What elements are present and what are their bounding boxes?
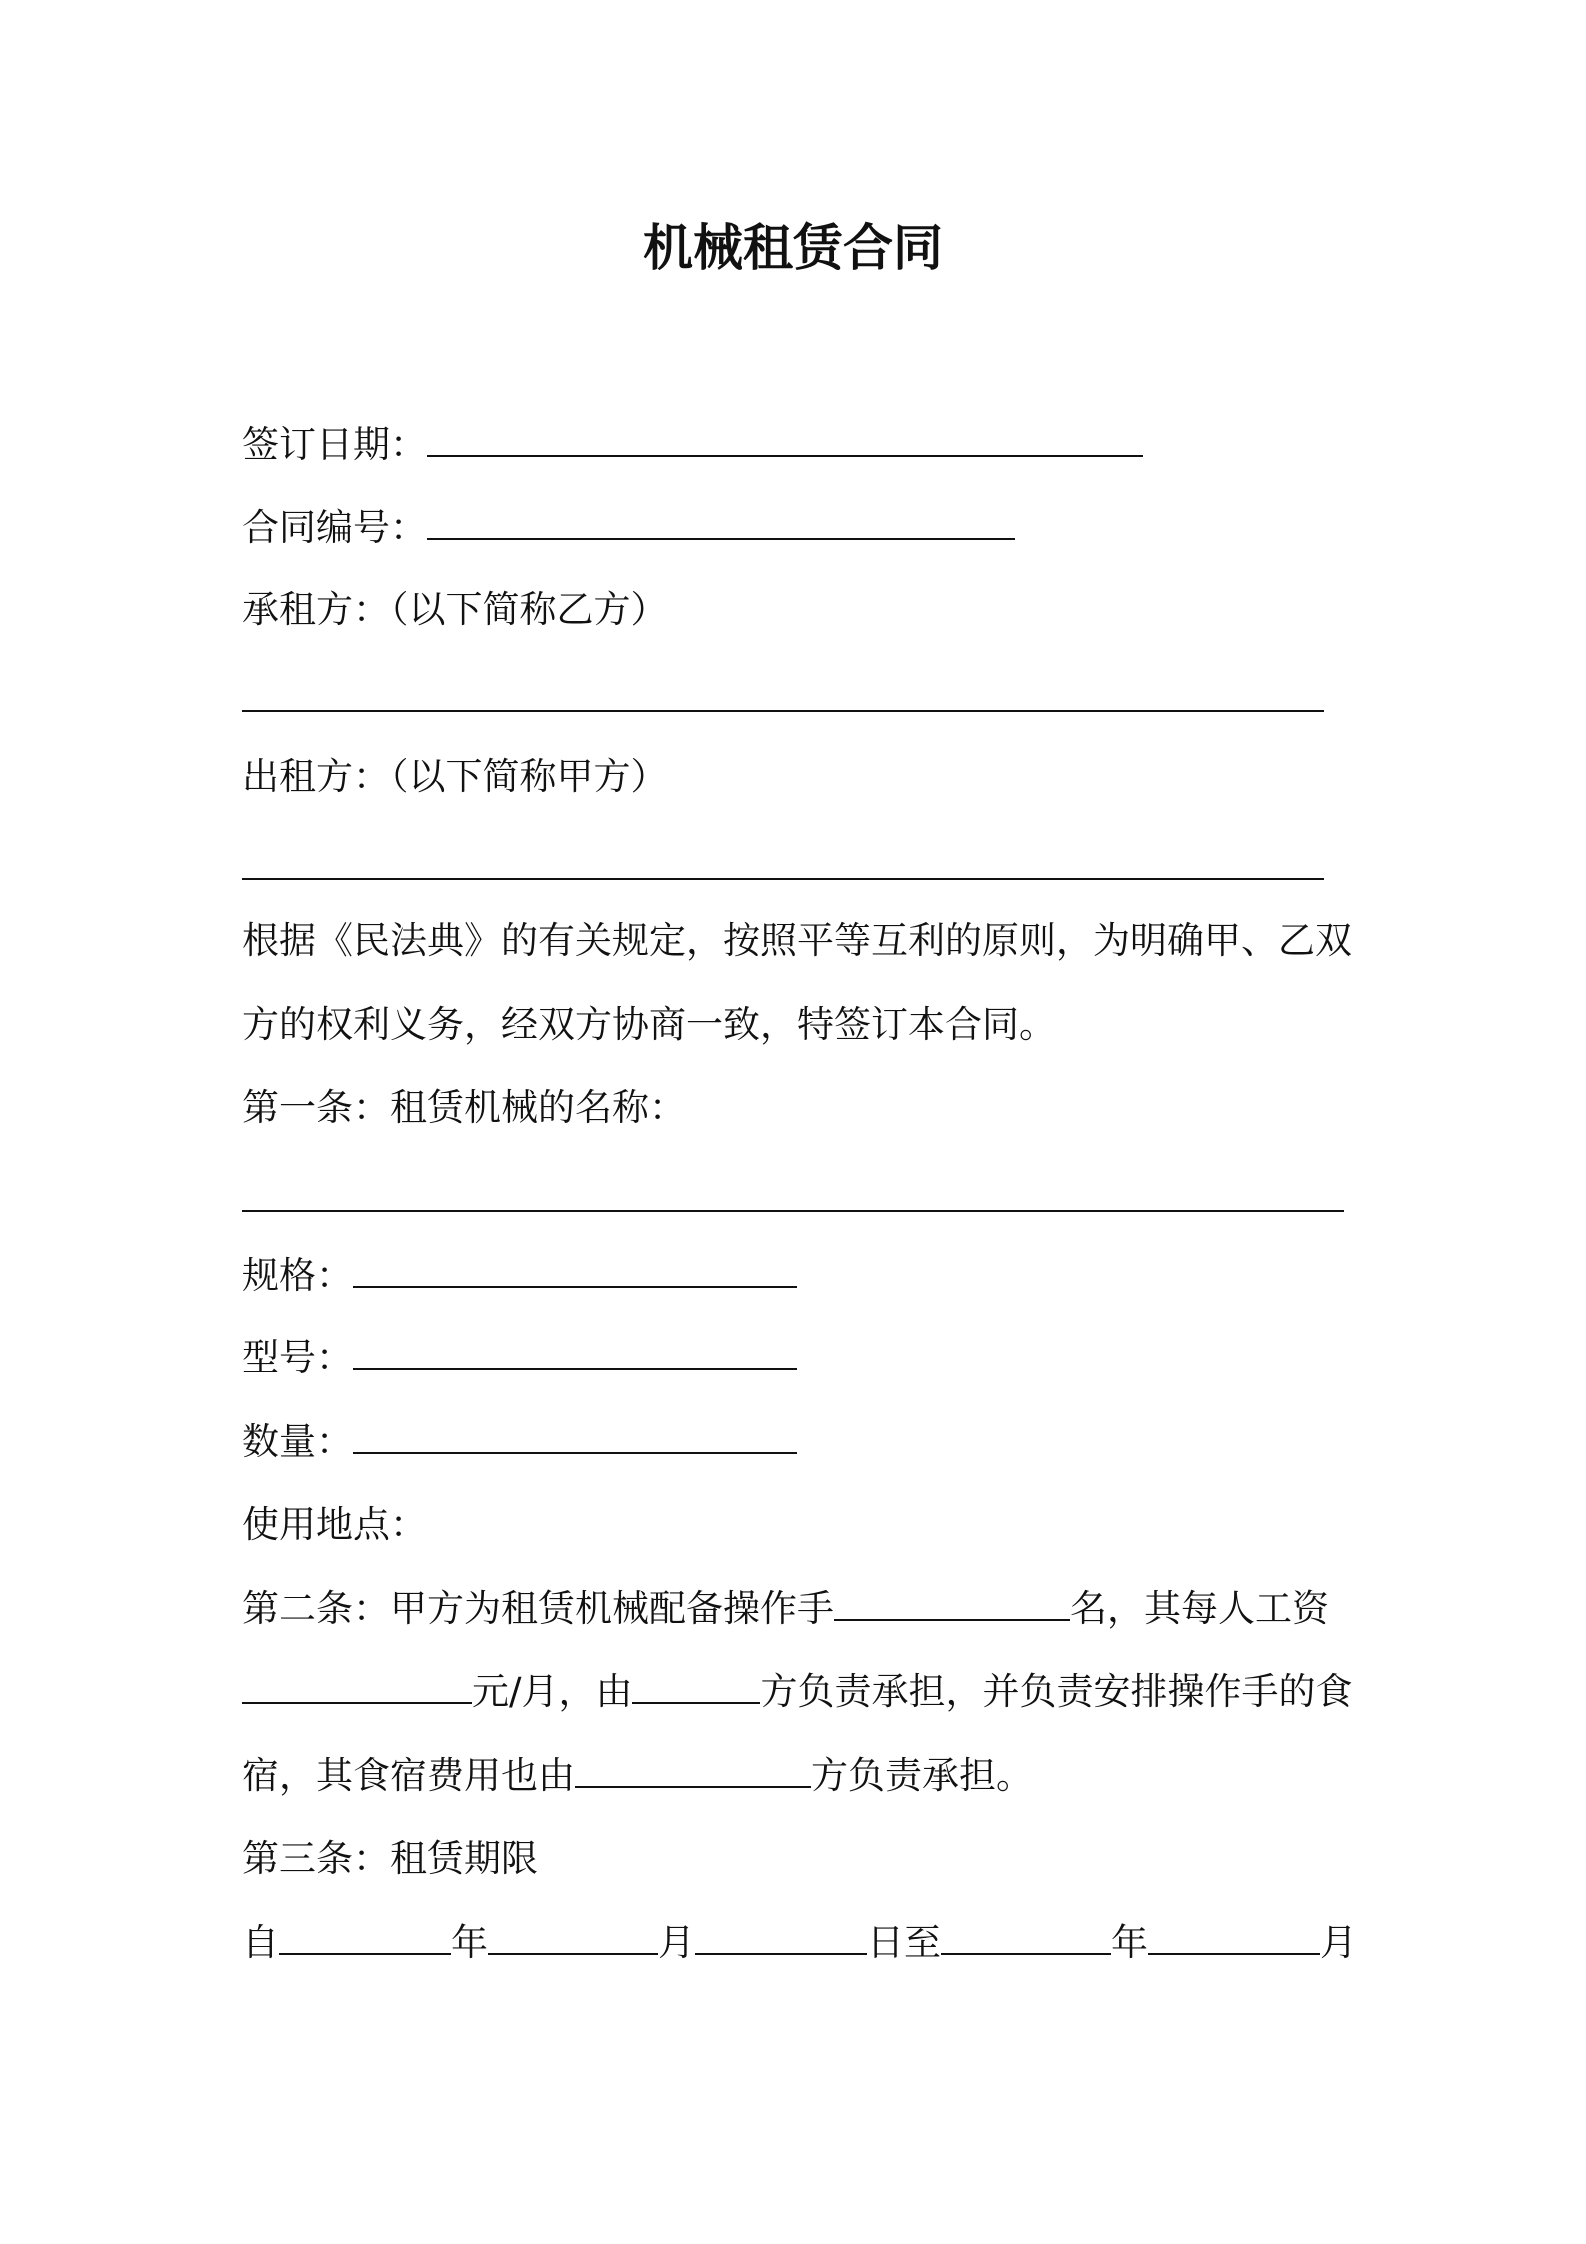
- lessee-label: 承租方：（以下简称乙方）: [242, 588, 668, 631]
- lessor-blank[interactable]: [242, 878, 1324, 880]
- start-year-blank[interactable]: [279, 1919, 451, 1955]
- quantity-label: 数量：: [242, 1420, 353, 1463]
- contract-no-label: 合同编号：: [242, 506, 427, 549]
- article2-line-1: [242, 1584, 1329, 1634]
- sign-date-blank[interactable]: [427, 421, 1143, 457]
- start-month-blank[interactable]: [488, 1919, 658, 1955]
- lessee-blank[interactable]: [242, 710, 1324, 712]
- sign-date-row: [242, 420, 1143, 470]
- period-year-2: 年: [1111, 1921, 1148, 1964]
- document-title: 机械租赁合同: [643, 219, 943, 277]
- preamble-line-2: 方的权利义务，经双方协商一致，特签订本合同。: [242, 1003, 1056, 1046]
- spec-blank[interactable]: [353, 1252, 797, 1288]
- period-row: [242, 1918, 1357, 1968]
- model-row: [242, 1333, 797, 1383]
- period-day-to: 日至: [867, 1921, 941, 1964]
- article2-line-3: [242, 1751, 1033, 1801]
- wage-party-blank[interactable]: [632, 1668, 760, 1704]
- article2-line-2: [242, 1667, 1352, 1717]
- article1-label: 第一条：租赁机械的名称：: [242, 1086, 686, 1129]
- article2-part4: 方负责承担，并负责安排操作手的食: [760, 1670, 1353, 1713]
- end-month-blank[interactable]: [1148, 1919, 1320, 1955]
- period-month-2: 月: [1320, 1921, 1357, 1964]
- contract-no-blank[interactable]: [427, 504, 1015, 540]
- article2-part1: 第二条：甲方为租赁机械配备操作手: [242, 1587, 834, 1630]
- period-year-1: 年: [451, 1921, 488, 1964]
- lessor-label: 出租方：（以下简称甲方）: [242, 755, 668, 798]
- machine-name-blank[interactable]: [242, 1210, 1344, 1212]
- period-month-1: 月: [658, 1921, 695, 1964]
- quantity-blank[interactable]: [353, 1418, 797, 1454]
- quantity-row: [242, 1417, 797, 1467]
- contract-no-row: [242, 503, 1015, 553]
- article2-part6: 方负责承担。: [811, 1754, 1033, 1797]
- end-year-blank[interactable]: [941, 1919, 1111, 1955]
- article3-label: 第三条：租赁期限: [242, 1837, 538, 1880]
- sign-date-label: 签订日期：: [242, 423, 427, 466]
- operator-count-blank[interactable]: [834, 1585, 1070, 1621]
- article2-part5: 宿，其食宿费用也由: [242, 1754, 575, 1797]
- article2-part2: 名，其每人工资: [1070, 1587, 1329, 1630]
- spec-row: [242, 1251, 797, 1301]
- location-label: 使用地点：: [242, 1503, 427, 1546]
- wage-blank[interactable]: [242, 1668, 472, 1704]
- start-day-blank[interactable]: [695, 1919, 867, 1955]
- model-blank[interactable]: [353, 1334, 797, 1370]
- period-from: 自: [242, 1921, 279, 1964]
- model-label: 型号：: [242, 1336, 353, 1379]
- spec-label: 规格：: [242, 1254, 353, 1297]
- article2-part3: 元/月，由: [472, 1670, 633, 1713]
- board-party-blank[interactable]: [575, 1752, 811, 1788]
- preamble-line-1: 根据《民法典》的有关规定，按照平等互利的原则，为明确甲、乙双: [242, 919, 1352, 962]
